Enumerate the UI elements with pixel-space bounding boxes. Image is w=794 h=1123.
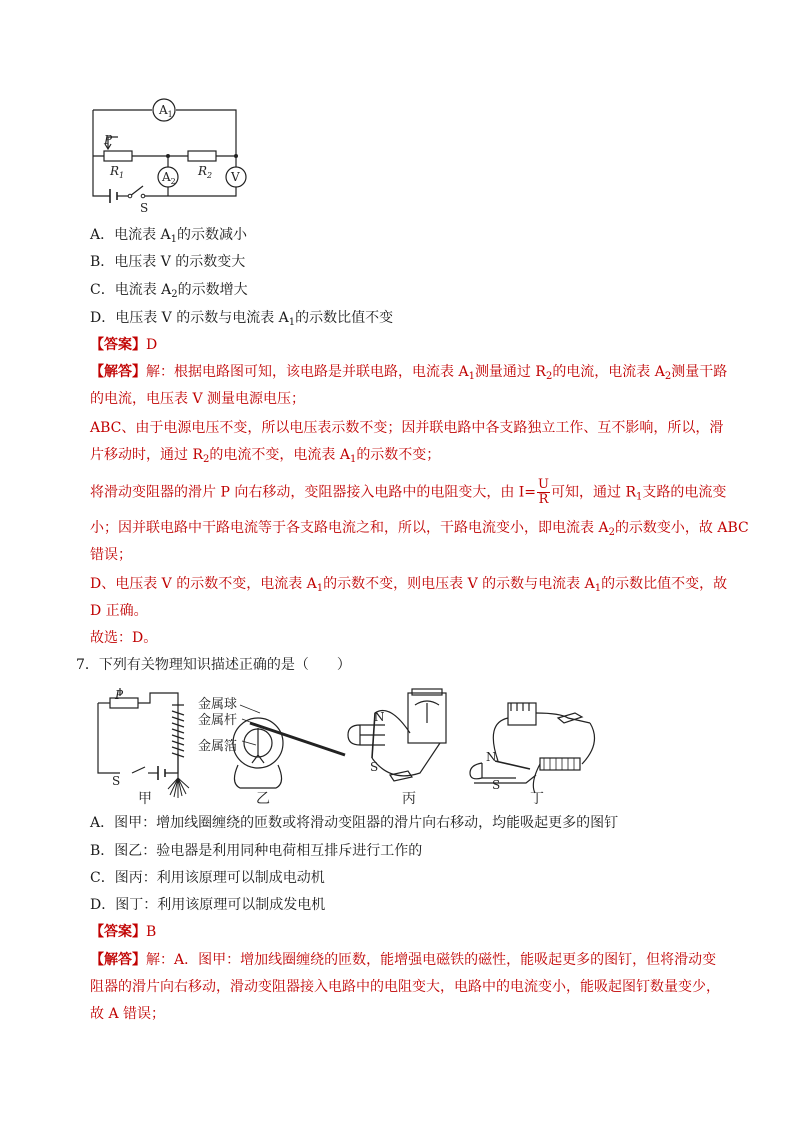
q6-analysis-line-5: 将滑动变阻器的滑片 P 向右移动，变阻器接入电路中的电阻变大，由 I= $\frac{U}{R}$ 可知，通过 $R_1$支路的电流变 — [90, 477, 727, 507]
metal-foil — [252, 728, 264, 763]
q6-analysis-line-4: 片移动时，通过 $R_2$的电流不变，电流表 $A_1$的示数不变； — [90, 447, 441, 465]
q6-option-a: A．电流表 $A_1$的示数减小 — [90, 227, 248, 245]
switch-contact — [141, 194, 145, 198]
p-label: P — [104, 133, 113, 147]
switch-icon — [132, 767, 145, 773]
figure-yi — [233, 705, 345, 788]
magnet-base — [474, 775, 536, 783]
battery-cells — [511, 703, 529, 711]
wire — [138, 693, 178, 705]
fig-label-yi: 乙 — [256, 791, 270, 807]
fig-jia-p-label: P — [115, 688, 124, 702]
q7-answer — [90, 922, 156, 942]
q6-analysis-line-10: 故选：D。 — [90, 630, 158, 646]
v-label: V — [231, 170, 240, 184]
fig-yi-foil-label: 金属箔 — [198, 739, 238, 754]
q6-analysis-line-9: D 正确。 — [90, 603, 148, 619]
a1-label: $A_1$ — [159, 103, 173, 119]
battery-box-icon — [508, 703, 536, 725]
switch-contact — [128, 194, 132, 198]
answer-value: D — [146, 337, 158, 353]
a2-label: $A_2$ — [162, 170, 176, 186]
fig-bing-n-label: N — [374, 710, 385, 724]
fig-yi-rod-label: 金属杆 — [198, 713, 238, 728]
q6-analysis-line-7: 错误； — [90, 547, 132, 563]
answer-value: B — [146, 924, 157, 940]
r2-label: $R_2$ — [198, 164, 213, 180]
leader-lines — [240, 705, 260, 745]
figure-ding — [470, 703, 595, 793]
fig-label-ding: 丁 — [530, 791, 544, 807]
horseshoe-magnet-icon — [348, 725, 385, 745]
q6-option-d: D．电压表 V 的示数与电流表 $A_1$的示数比值不变 — [90, 310, 394, 328]
q6-analysis-line-3: ABC、由于电源电压不变，所以电压表示数不变；因并联电路中各支路独立工作、互不影响，所以，滑 — [90, 420, 724, 436]
answer-tag: 【答案】 — [90, 924, 146, 940]
junction-dot — [234, 154, 238, 158]
resistor-r1 — [104, 151, 132, 161]
fig-jia-s-label: S — [112, 774, 121, 788]
fig-bing-s-label: S — [370, 760, 379, 774]
q6-analysis-line-1: 【解答】解：根据电路图可知，该电路是并联电路，电流表 $A_1$测量通过 $R_2$的电流，电流表 $A_2$测量干路 — [90, 364, 728, 382]
answer-tag: 【答案】 — [90, 337, 146, 353]
r1-label: $R_1$ — [110, 164, 125, 180]
figure-bing — [348, 689, 446, 781]
fig-yi-ball-label: 金属球 — [198, 697, 238, 712]
q7-analysis-line-1: 【解答】解：A．图甲：增加线圈缠绕的匝数，能增强电磁铁的磁性，能吸起更多的图钉，但将滑动变 — [90, 952, 717, 968]
switch-icon — [130, 186, 143, 196]
battery-icon — [158, 766, 165, 780]
q7-option-d: D．图丁：利用该原理可以制成发电机 — [90, 897, 326, 913]
q7-analysis-line-3: 故 A 错误； — [90, 1006, 166, 1022]
junction-dot — [166, 154, 170, 158]
fig-label-jia: 甲 — [138, 791, 152, 807]
circuit-diagram-q6 — [88, 92, 258, 214]
metal-rod — [250, 723, 345, 755]
fig-ding-n-label: N — [486, 750, 497, 764]
wire — [143, 110, 236, 196]
q6-option-c: C．电流表 $A_2$的示数增大 — [90, 282, 248, 300]
conductor-rod — [495, 761, 530, 769]
q6-analysis-line-2: 的电流，电压表 V 测量电源电压； — [90, 391, 306, 407]
fig-ding-s-label: S — [492, 778, 501, 792]
q7-figures — [90, 683, 650, 808]
resistor-r2 — [188, 151, 216, 161]
wire — [165, 753, 178, 773]
fig-label-bing: 丙 — [402, 791, 416, 807]
q7-option-b: B．图乙：验电器是利用同种电荷相互排斥进行工作的 — [90, 843, 423, 859]
q7-option-a: A．图甲：增加线圈缠绕的匝数或将滑动变阻器的滑片向右移动，均能吸起更多的图钉 — [90, 815, 619, 831]
q7-stem: 7．下列有关物理知识描述正确的是（ ） — [76, 657, 351, 673]
galvanometer-top — [412, 689, 442, 695]
fraction-u-over-r: $\frac{U}{R}$ — [538, 477, 549, 507]
q6-analysis-line-8: D、电压表 V 的示数不变，电流表 $A_1$的示数不变，则电压表 V 的示数与电流表 $A_1$的示数比值不变，故 — [90, 576, 728, 594]
s-label: S — [140, 201, 149, 214]
wire — [98, 703, 120, 773]
q7-analysis-line-2: 阻器的滑片向右移动，滑动变阻器接入电路中的电阻变大，电路中的电流变小，能吸起图钉数量变少， — [90, 979, 720, 995]
q6-analysis-line-6: 小；因并联电路中干路电流等于各支路电流之和，所以，干路电流变小，即电流表 $A_2$的示数变小，故 ABC — [90, 520, 749, 538]
q6-answer — [90, 335, 157, 355]
wire — [93, 110, 110, 196]
horseshoe-magnet-icon — [470, 763, 516, 779]
pins-icon — [168, 778, 189, 798]
battery-icon — [110, 189, 117, 203]
q6-option-b: B．电压表 V 的示数变大 — [90, 254, 246, 270]
q7-option-c: C．图丙：利用该原理可以制成电动机 — [90, 870, 325, 886]
rheostat-coil — [544, 758, 574, 770]
